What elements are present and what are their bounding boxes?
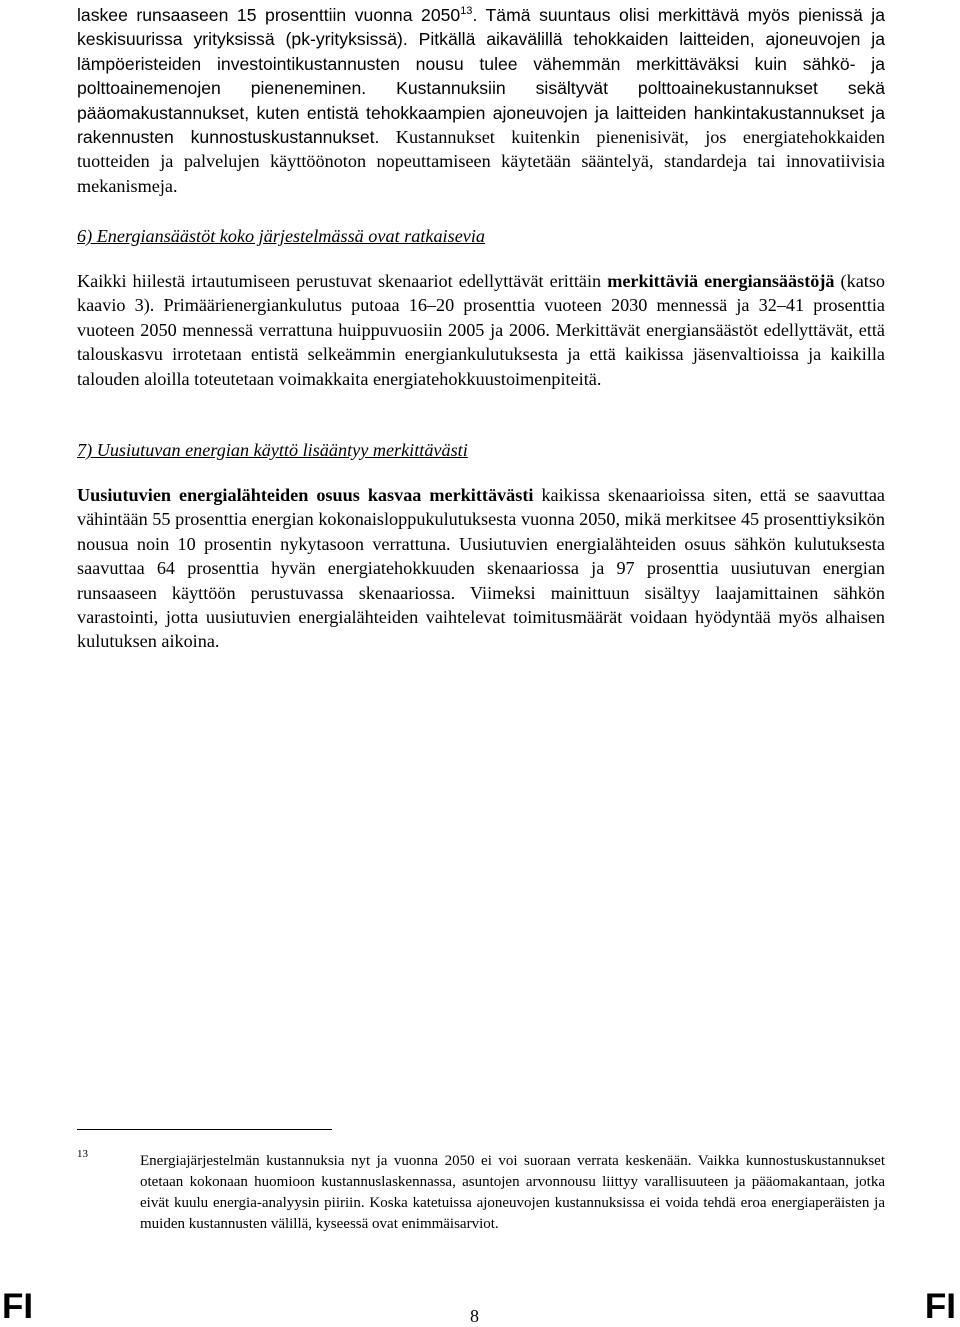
section-7-paragraph bbox=[77, 483, 885, 654]
text-run: (katso kaavio 3). Primäärienergiankulutus putoaa 16–20 prosenttia vuoteen 2030 mennessä ja 32–41 prosenttia vuoteen 2050 mennessä verrattuna huippuvuosiin 2005 ja 2006. Merkittävät energiansäästöt edellyttävät, että talouskasvu irrotetaan entistä selkeämmin energiankulutuksesta ja että kaikissa jäsenvaltioissa ja kaikilla talouden aloilla toteutetaan voimakkaita energiatehokkuustoimenpiteitä. bbox=[77, 271, 885, 389]
text-run: laskee runsaaseen 15 prosenttiin vuonna 2050 bbox=[77, 5, 461, 25]
paragraph-costs-sans-text bbox=[77, 5, 885, 147]
text-run: kaikissa skenaarioissa siten, että se saavuttaa vähintään 55 prosenttia energian kokonaisloppukulutuksesta vuonna 2050, mikä merkitsee 45 prosenttiyksikön nousua noin 10 prosentin nykytasoon verrattuna. Uusiutuvien energialähteiden osuus sähkön kulutuksesta saavuttaa 64 prosenttia hyvän energiatehokkuuden skenaariossa ja 97 prosenttia uusiutuvan energian runsaaseen käyttöön perustuvassa skenaariossa. Viimeksi mainittuun sisältyy laajamittainen sähkön varastointi, jotta uusiutuvien energialähteiden vaihtelevat toimitusmäärät voidaan hyödyntää myös alhaisen kulutuksen aikoina. bbox=[77, 485, 885, 652]
language-code-left: FI bbox=[2, 1287, 34, 1326]
text-run: . Tämä suuntaus olisi merkittävä myös pienissä ja keskisuurissa yrityksissä (pk-yrityksissä). Pitkällä aikavälillä tehokkaiden laitteiden, ajoneuvojen ja lämpöeristeiden investointikustannusten nousu tulee vähemmän merkittäväksi kuin sähkö- ja polttoainemenojen pieneneminen. Kustannuksiin sisältyvät polttoainekustannukset sekä pääomakustannukset, kuten entistä tehokkaampien ajoneuvojen ja laitteiden hankintakustannukset ja rakennusten kunnostuskustannukset. bbox=[77, 5, 885, 148]
section-7-heading: 7) Uusiutuvan energian käyttö lisääntyy merkittävästi bbox=[77, 440, 468, 460]
section-6-paragraph bbox=[77, 269, 885, 391]
page-number: 8 bbox=[470, 1306, 479, 1326]
bold-phrase: merkittäviä energiansäästöjä bbox=[607, 271, 835, 291]
section-6-heading: 6) Energiansäästöt koko järjestelmässä ovat ratkaisevia bbox=[77, 226, 485, 246]
text-run: Kustannukset kuitenkin pienenisivät, jos energiatehokkaiden tuotteiden ja palvelujen käyttöönoton nopeuttamiseen käytetään sääntelyä, standardeja tai innovatiivisia mekanismeja. bbox=[77, 127, 885, 196]
bold-phrase: Uusiutuvien energialähteiden osuus kasvaa merkittävästi bbox=[77, 485, 534, 505]
language-code-right: FI bbox=[924, 1287, 956, 1326]
footnote-number: 13 bbox=[77, 1148, 88, 1160]
footnote-separator bbox=[77, 1129, 332, 1130]
footnote-text: Energiajärjestelmän kustannuksia nyt ja vuonna 2050 ei voi suoraan verrata keskenään. Vaikka kunnostuskustannukset otetaan kokonaan huomioon kustannuslaskennassa, asuntojen arvonnousu liittyy varallisuuteen ja pääomakantaan, jotka eivät kuulu energia-analyysin piiriin. Koska katetuissa ajoneuvojen kustannuksissa ei voida tehdä eroa energiaperäisten ja muiden kustannusten välillä, kyseessä ovat enimmäisarviot. bbox=[140, 1153, 885, 1232]
text-run: Kaikki hiilestä irtautumiseen perustuvat skenaariot edellyttävät erittäin bbox=[77, 271, 608, 291]
footnote-reference: 13 bbox=[460, 5, 473, 17]
paragraph-costs bbox=[77, 3, 885, 198]
